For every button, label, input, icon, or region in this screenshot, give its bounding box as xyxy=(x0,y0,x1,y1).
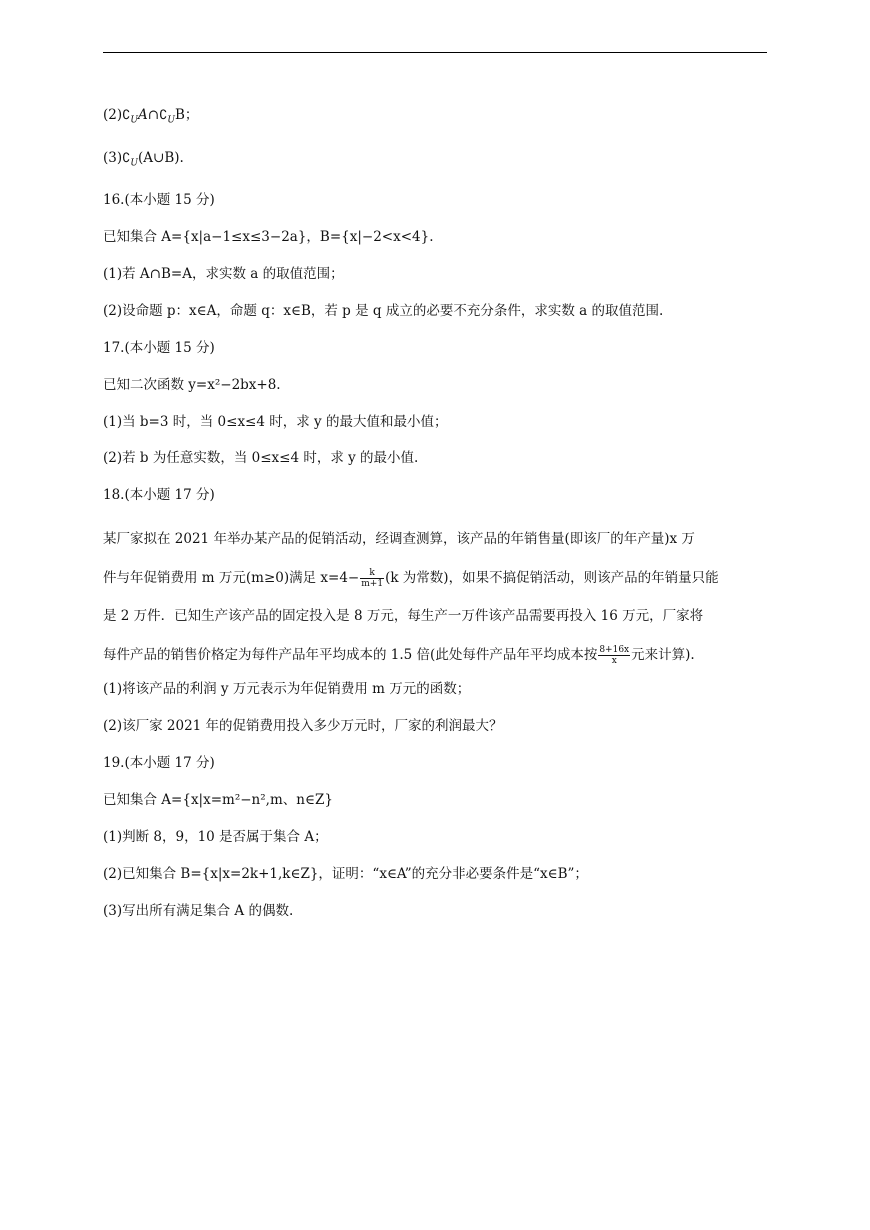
fraction-average-cost xyxy=(598,645,630,666)
q15-part2-label: (2) xyxy=(103,107,123,123)
complement-icon: ∁ xyxy=(122,108,131,123)
fraction-numerator: 8+16x xyxy=(599,644,630,655)
q19-part3: (3)写出所有满足集合 A 的偶数. xyxy=(103,902,294,919)
q19-part1: (1)判断 8，9，10 是否属于集合 A； xyxy=(103,828,328,845)
q18-heading: 18.(本小题 17 分) xyxy=(103,487,215,504)
q17-part2: (2)若 b 为任意实数，当 0≤x≤4 时，求 y 的最小值. xyxy=(103,450,419,467)
fraction-denominator: x xyxy=(611,655,617,666)
document-body xyxy=(103,106,773,939)
q16-heading: 16.(本小题 15 分) xyxy=(103,192,215,209)
intersection-symbol: ∩ xyxy=(147,107,160,123)
q17-stem: 已知二次函数 y=x²−2bx+8. xyxy=(103,376,281,393)
q15-part3-label: (3) xyxy=(103,149,123,166)
header-rule xyxy=(103,52,767,53)
q19-stem: 已知集合 A={x|x=m²−n²,m、n∈Z} xyxy=(103,791,333,808)
complement-icon: ∁ xyxy=(122,150,131,166)
q19-part2: (2)已知集合 B={x|x=2k+1,k∈Z}，证明：“x∈A”的充分非必要条件是“x∈B”； xyxy=(103,865,588,882)
q15-part3-tail: (A∪B). xyxy=(138,149,184,166)
fraction-denominator: m+1 xyxy=(361,578,384,589)
q15-part2: $(2)∁_UA\cap∁_UB$； xyxy=(103,107,199,126)
q18-line4 xyxy=(103,636,773,675)
q16-part1: (1)若 A∩B=A，求实数 a 的取值范围； xyxy=(103,265,344,282)
q16-part2: (2)设命题 p：x∈A，命题 q：x∈B，若 p 是 q 成立的必要不充分条件，求实数 a 的取值范围. xyxy=(103,302,664,319)
fraction-numerator: k xyxy=(360,568,384,579)
q17-part1: (1)当 b=3 时，当 0≤x≤4 时，求 y 的最大值和最小值； xyxy=(103,413,448,430)
q15-part3: $(3)∁_U(A\cup B)$. xyxy=(103,149,184,169)
q19-heading: 19.(本小题 17 分) xyxy=(103,755,215,772)
q16-stem: 已知集合 A={x|a−1≤x≤3−2a}，B={x|−2<x<4}. xyxy=(103,229,434,246)
q18-line4-end: 元来计算). xyxy=(631,646,695,663)
complement-icon: ∁ xyxy=(159,108,168,123)
q18-line2-end: (k 为常数)，如果不搞促销活动，则该产品的年销量只能 xyxy=(385,569,719,586)
q18-part1: (1)将该产品的利润 y 万元表示为年促销费用 m 万元的函数； xyxy=(103,681,471,698)
q18-line4-start: 每件产品的销售价格定为每件产品年平均成本的 1.5 倍(此处每件产品年平均成本按 xyxy=(103,646,598,663)
q18-line2-start: 件与年促销费用 m 万元(m≥0)满足 x=4− xyxy=(103,569,360,586)
q18-part2: (2)该厂家 2021 年的促销费用投入多少万元时，厂家的利润最大？ xyxy=(103,718,503,735)
q15-part2-tail: B； xyxy=(174,107,199,123)
q18-line2 xyxy=(103,559,773,598)
fraction-k-over-m-plus-1 xyxy=(360,568,384,589)
q18-line3: 是 2 万件．已知生产该产品的固定投入是 8 万元，每生产一万件该产品需要再投入 16 万元，厂家将 xyxy=(103,608,704,625)
q17-heading: 17.(本小题 15 分) xyxy=(103,339,215,356)
q18-line1: 某厂家拟在 2021 年举办某产品的促销活动，经调查测算，该产品的年销售量(即该厂的年产量)x 万 xyxy=(103,531,695,548)
q18-paragraph xyxy=(103,520,773,674)
